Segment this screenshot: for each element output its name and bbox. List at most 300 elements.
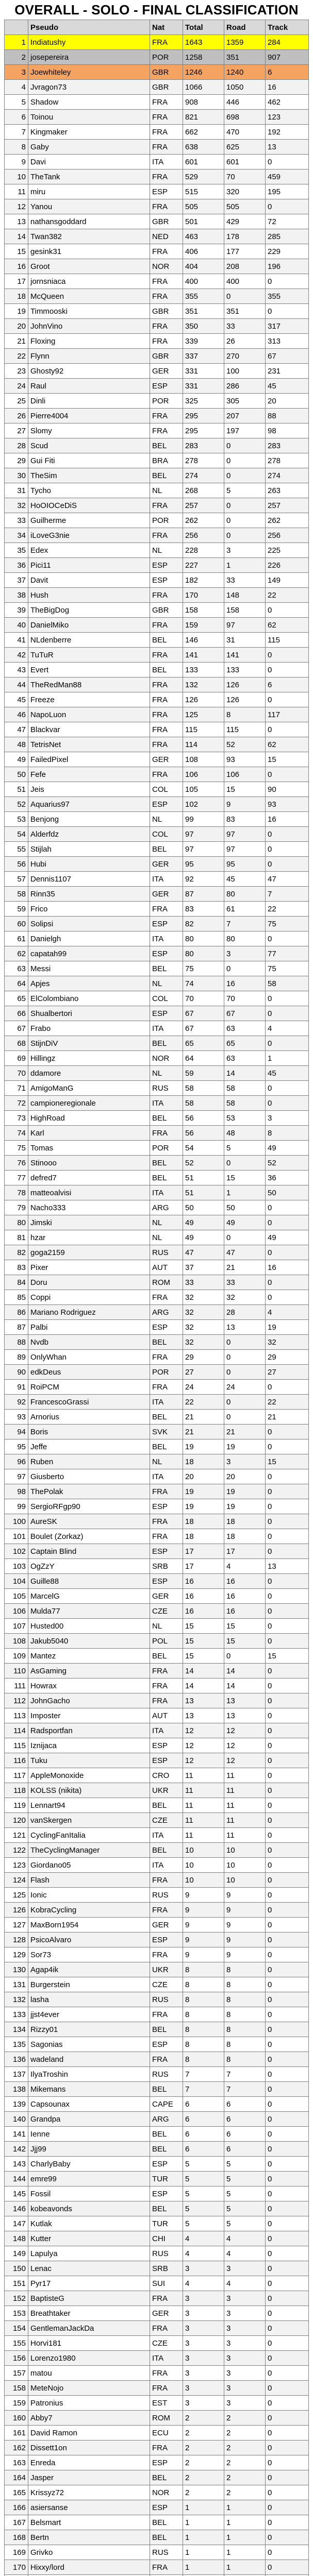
- cell-total: 108: [183, 752, 224, 767]
- cell-total: 56: [183, 1111, 224, 1126]
- cell-pseudo: StijnDiV: [28, 1036, 150, 1051]
- table-row: [5, 1798, 309, 1813]
- cell-road: 8: [224, 2052, 266, 2067]
- cell-nat: GER: [150, 1589, 183, 1604]
- cell-road: 320: [224, 184, 266, 199]
- cell-track: 192: [266, 125, 309, 140]
- table-row: [5, 2426, 309, 2441]
- cell-pseudo: NapoLuon: [28, 707, 150, 722]
- cell-road: 12: [224, 1738, 266, 1753]
- cell-track: 283: [266, 438, 309, 453]
- cell-position: 161: [5, 2426, 28, 2441]
- cell-pseudo: jornsniaca: [28, 274, 150, 289]
- cell-track: 0: [266, 722, 309, 737]
- cell-road: 33: [224, 573, 266, 588]
- cell-pseudo: Apjes: [28, 976, 150, 991]
- cell-nat: SRB: [150, 2261, 183, 2276]
- cell-position: 147: [5, 2216, 28, 2231]
- cell-position: 99: [5, 1499, 28, 1514]
- cell-nat: BEL: [150, 1171, 183, 1185]
- cell-track: 0: [266, 1499, 309, 1514]
- cell-pseudo: Nvdb: [28, 1335, 150, 1350]
- cell-total: 501: [183, 214, 224, 229]
- cell-pseudo: Palbi: [28, 1320, 150, 1335]
- table-row: [5, 1813, 309, 1828]
- table-row: [5, 2485, 309, 2500]
- cell-pseudo: MeteNojo: [28, 2381, 150, 2396]
- cell-road: 4: [224, 2246, 266, 2261]
- cell-position: 81: [5, 1230, 28, 1245]
- cell-road: 100: [224, 364, 266, 379]
- cell-nat: ESP: [150, 917, 183, 931]
- cell-nat: RUS: [150, 1245, 183, 1260]
- cell-total: 18: [183, 1514, 224, 1529]
- cell-pseudo: Blackvar: [28, 722, 150, 737]
- cell-total: 64: [183, 1051, 224, 1066]
- cell-position: 89: [5, 1350, 28, 1365]
- table-row: [5, 1156, 309, 1171]
- cell-nat: ESP: [150, 1544, 183, 1559]
- table-row: [5, 438, 309, 453]
- table-row: [5, 1126, 309, 1141]
- cell-nat: BEL: [150, 842, 183, 857]
- table-row: [5, 2112, 309, 2127]
- cell-track: 32: [266, 1335, 309, 1350]
- cell-track: 0: [266, 2216, 309, 2231]
- cell-pseudo: Patronius: [28, 2396, 150, 2411]
- cell-position: 95: [5, 1439, 28, 1454]
- cell-road: 0: [224, 1410, 266, 1425]
- cell-road: 15: [224, 1171, 266, 1185]
- cell-nat: ITA: [150, 872, 183, 887]
- cell-pseudo: TheSim: [28, 468, 150, 483]
- cell-pseudo: Fefe: [28, 767, 150, 782]
- table-row: [5, 1589, 309, 1604]
- cell-total: 3: [183, 2261, 224, 2276]
- cell-nat: NOR: [150, 2485, 183, 2500]
- cell-position: 86: [5, 1305, 28, 1320]
- table-row: [5, 827, 309, 842]
- cell-position: 101: [5, 1529, 28, 1544]
- cell-track: 0: [266, 1843, 309, 1858]
- cell-track: 45: [266, 1066, 309, 1081]
- cell-road: 0: [224, 528, 266, 543]
- cell-pseudo: Coppi: [28, 1290, 150, 1305]
- cell-pseudo: matteoalvisi: [28, 1185, 150, 1200]
- cell-total: 18: [183, 1454, 224, 1469]
- cell-road: 15: [224, 1634, 266, 1649]
- cell-road: 32: [224, 1290, 266, 1305]
- cell-nat: GER: [150, 2306, 183, 2321]
- cell-nat: POL: [150, 1634, 183, 1649]
- cell-total: 159: [183, 618, 224, 633]
- cell-total: 262: [183, 513, 224, 528]
- table-row: [5, 917, 309, 931]
- cell-road: 208: [224, 259, 266, 274]
- cell-track: 0: [266, 2426, 309, 2441]
- cell-pseudo: ddamore: [28, 1066, 150, 1081]
- cell-position: 106: [5, 1604, 28, 1619]
- cell-pseudo: Karl: [28, 1126, 150, 1141]
- table-row: [5, 110, 309, 125]
- cell-nat: BEL: [150, 468, 183, 483]
- cell-road: 470: [224, 125, 266, 140]
- cell-track: 13: [266, 1559, 309, 1574]
- cell-pseudo: Breathtaker: [28, 2306, 150, 2321]
- cell-nat: ROM: [150, 2411, 183, 2426]
- table-row: [5, 95, 309, 110]
- cell-track: 0: [266, 2127, 309, 2142]
- cell-total: 6: [183, 2127, 224, 2142]
- cell-position: 155: [5, 2336, 28, 2351]
- cell-pseudo: Freeze: [28, 692, 150, 707]
- table-row: [5, 1305, 309, 1320]
- cell-position: 44: [5, 677, 28, 692]
- cell-track: 0: [266, 1275, 309, 1290]
- table-row: [5, 2276, 309, 2291]
- cell-position: 78: [5, 1185, 28, 1200]
- cell-nat: ITA: [150, 931, 183, 946]
- table-row: [5, 1171, 309, 1185]
- cell-track: 72: [266, 214, 309, 229]
- cell-road: 67: [224, 1006, 266, 1021]
- cell-road: 2: [224, 2441, 266, 2455]
- table-row: [5, 65, 309, 80]
- cell-pseudo: Mantez: [28, 1649, 150, 1664]
- cell-nat: FRA: [150, 2441, 183, 2455]
- cell-pseudo: Davi: [28, 155, 150, 170]
- cell-pseudo: CyclingFanItalia: [28, 1828, 150, 1843]
- cell-nat: FRA: [150, 1664, 183, 1679]
- cell-track: 0: [266, 2530, 309, 2545]
- table-row: [5, 1275, 309, 1290]
- cell-nat: FRA: [150, 498, 183, 513]
- cell-pseudo: AppleMonoxide: [28, 1768, 150, 1783]
- cell-position: 49: [5, 752, 28, 767]
- cell-track: 49: [266, 1141, 309, 1156]
- cell-road: 126: [224, 692, 266, 707]
- cell-road: 0: [224, 1365, 266, 1380]
- cell-position: 30: [5, 468, 28, 483]
- cell-nat: BEL: [150, 2201, 183, 2216]
- cell-position: 87: [5, 1320, 28, 1335]
- cell-pseudo: Raul: [28, 379, 150, 394]
- cell-total: 515: [183, 184, 224, 199]
- cell-total: 170: [183, 588, 224, 603]
- cell-nat: BEL: [150, 1410, 183, 1425]
- cell-nat: FRA: [150, 767, 183, 782]
- cell-position: 94: [5, 1425, 28, 1439]
- cell-nat: FRA: [150, 140, 183, 155]
- table-row: [5, 1484, 309, 1499]
- table-row: [5, 2321, 309, 2336]
- cell-pseudo: Pierre4004: [28, 409, 150, 423]
- table-row: [5, 244, 309, 259]
- cell-position: 134: [5, 2022, 28, 2037]
- table-row: [5, 528, 309, 543]
- table-row: [5, 50, 309, 65]
- cell-road: 52: [224, 737, 266, 752]
- cell-pseudo: ThePolak: [28, 1484, 150, 1499]
- cell-track: 0: [266, 1096, 309, 1111]
- cell-nat: POR: [150, 1141, 183, 1156]
- cell-nat: CZE: [150, 1977, 183, 1992]
- cell-position: 143: [5, 2157, 28, 2172]
- cell-pseudo: FailedPixel: [28, 752, 150, 767]
- cell-position: 130: [5, 1962, 28, 1977]
- cell-nat: CRO: [150, 1768, 183, 1783]
- table-row: [5, 2351, 309, 2366]
- cell-total: 9: [183, 1933, 224, 1947]
- cell-road: 20: [224, 1469, 266, 1484]
- cell-pseudo: Nacho333: [28, 1200, 150, 1215]
- cell-position: 116: [5, 1753, 28, 1768]
- cell-pseudo: TheTank: [28, 170, 150, 184]
- cell-position: 52: [5, 797, 28, 812]
- cell-pseudo: TuTuR: [28, 648, 150, 663]
- cell-nat: BEL: [150, 1111, 183, 1126]
- cell-road: 80: [224, 887, 266, 902]
- cell-pseudo: Abby7: [28, 2411, 150, 2426]
- table-row: [5, 842, 309, 857]
- cell-total: 8: [183, 2037, 224, 2052]
- cell-road: 601: [224, 155, 266, 170]
- cell-road: 5: [224, 483, 266, 498]
- cell-nat: ARG: [150, 1305, 183, 1320]
- cell-position: 129: [5, 1947, 28, 1962]
- table-row: [5, 1245, 309, 1260]
- cell-total: 16: [183, 1589, 224, 1604]
- cell-pseudo: Tycho: [28, 483, 150, 498]
- cell-track: 0: [266, 1947, 309, 1962]
- cell-total: 4: [183, 2276, 224, 2291]
- cell-total: 11: [183, 1798, 224, 1813]
- cell-track: 355: [266, 289, 309, 304]
- cell-total: 19: [183, 1499, 224, 1514]
- cell-nat: ESP: [150, 558, 183, 573]
- cell-track: 0: [266, 1828, 309, 1843]
- cell-road: 9: [224, 1903, 266, 1918]
- cell-total: 3: [183, 2381, 224, 2396]
- cell-road: 12: [224, 1723, 266, 1738]
- cell-position: 111: [5, 1679, 28, 1693]
- cell-total: 11: [183, 1813, 224, 1828]
- cell-position: 22: [5, 349, 28, 364]
- cell-position: 113: [5, 1708, 28, 1723]
- cell-road: 207: [224, 409, 266, 423]
- table-row: [5, 1679, 309, 1693]
- cell-road: 80: [224, 931, 266, 946]
- cell-track: 19: [266, 1320, 309, 1335]
- cell-pseudo: Jimski: [28, 1215, 150, 1230]
- cell-nat: BEL: [150, 1439, 183, 1454]
- cell-nat: FRA: [150, 2381, 183, 2396]
- cell-road: 446: [224, 95, 266, 110]
- cell-road: 0: [224, 438, 266, 453]
- cell-road: 1: [224, 2560, 266, 2575]
- table-row: [5, 573, 309, 588]
- cell-position: 149: [5, 2246, 28, 2261]
- cell-pseudo: Aquarius97: [28, 797, 150, 812]
- cell-track: 3: [266, 1111, 309, 1126]
- cell-track: 274: [266, 468, 309, 483]
- table-row: [5, 1529, 309, 1544]
- cell-position: 16: [5, 259, 28, 274]
- table-row: [5, 2381, 309, 2396]
- cell-track: 6: [266, 65, 309, 80]
- table-row: [5, 961, 309, 976]
- cell-nat: FRA: [150, 110, 183, 125]
- cell-road: 9: [224, 797, 266, 812]
- table-row: [5, 1290, 309, 1305]
- table-row: [5, 289, 309, 304]
- cell-track: 0: [266, 1693, 309, 1708]
- cell-road: 400: [224, 274, 266, 289]
- cell-total: 15: [183, 1619, 224, 1634]
- cell-track: 0: [266, 1380, 309, 1395]
- table-row: [5, 229, 309, 244]
- table-row: [5, 155, 309, 170]
- cell-total: 3: [183, 2396, 224, 2411]
- cell-pseudo: Belsmart: [28, 2515, 150, 2530]
- cell-total: 1066: [183, 80, 224, 95]
- cell-pseudo: Benjong: [28, 812, 150, 827]
- cell-pseudo: Boulet (Zorkaz): [28, 1529, 150, 1544]
- cell-position: 55: [5, 842, 28, 857]
- cell-nat: ESP: [150, 1499, 183, 1514]
- cell-total: 82: [183, 917, 224, 931]
- cell-total: 65: [183, 1036, 224, 1051]
- cell-road: 0: [224, 961, 266, 976]
- cell-track: 0: [266, 2515, 309, 2530]
- cell-nat: FRA: [150, 2321, 183, 2336]
- cell-track: 196: [266, 259, 309, 274]
- cell-total: 19: [183, 1439, 224, 1454]
- cell-position: 126: [5, 1903, 28, 1918]
- cell-pseudo: Ghosty92: [28, 364, 150, 379]
- cell-road: 3: [224, 2261, 266, 2276]
- cell-position: 91: [5, 1380, 28, 1395]
- cell-track: 226: [266, 558, 309, 573]
- table-row: [5, 1738, 309, 1753]
- cell-nat: UKR: [150, 1783, 183, 1798]
- table-row: [5, 1783, 309, 1798]
- cell-total: 6: [183, 2097, 224, 2112]
- cell-pseudo: miru: [28, 184, 150, 199]
- cell-nat: ITA: [150, 1469, 183, 1484]
- cell-road: 8: [224, 707, 266, 722]
- table-row: [5, 692, 309, 707]
- cell-nat: ESP: [150, 2187, 183, 2201]
- cell-track: 0: [266, 1888, 309, 1903]
- cell-total: 6: [183, 2112, 224, 2127]
- cell-road: 16: [224, 976, 266, 991]
- cell-pseudo: Iznijaca: [28, 1738, 150, 1753]
- cell-road: 9: [224, 1933, 266, 1947]
- cell-nat: FRA: [150, 677, 183, 692]
- cell-pseudo: Hubi: [28, 857, 150, 872]
- cell-road: 133: [224, 663, 266, 677]
- cell-nat: BEL: [150, 2127, 183, 2142]
- cell-track: 0: [266, 1918, 309, 1933]
- cell-nat: ITA: [150, 1096, 183, 1111]
- header-track: Track: [266, 20, 309, 35]
- cell-pseudo: Grandpa: [28, 2112, 150, 2127]
- cell-road: 5: [224, 2216, 266, 2231]
- cell-total: 133: [183, 663, 224, 677]
- cell-pseudo: Kingmaker: [28, 125, 150, 140]
- table-row: [5, 125, 309, 140]
- cell-pseudo: Floxing: [28, 334, 150, 349]
- cell-position: 36: [5, 558, 28, 573]
- table-row: [5, 1977, 309, 1992]
- cell-road: 0: [224, 453, 266, 468]
- cell-total: 2: [183, 2411, 224, 2426]
- cell-total: 114: [183, 737, 224, 752]
- cell-total: 268: [183, 483, 224, 498]
- cell-total: 13: [183, 1693, 224, 1708]
- table-row: [5, 214, 309, 229]
- cell-total: 15: [183, 1649, 224, 1664]
- table-row: [5, 1634, 309, 1649]
- cell-nat: ITA: [150, 1021, 183, 1036]
- cell-road: 8: [224, 2007, 266, 2022]
- cell-total: 1246: [183, 65, 224, 80]
- cell-road: 70: [224, 991, 266, 1006]
- cell-total: 8: [183, 2022, 224, 2037]
- cell-total: 2: [183, 2470, 224, 2485]
- table-row: [5, 1395, 309, 1410]
- cell-road: 6: [224, 2142, 266, 2157]
- cell-position: 79: [5, 1200, 28, 1215]
- cell-nat: FRA: [150, 528, 183, 543]
- cell-position: 37: [5, 573, 28, 588]
- cell-total: 67: [183, 1006, 224, 1021]
- cell-nat: ROM: [150, 1275, 183, 1290]
- cell-track: 0: [266, 1858, 309, 1873]
- cell-total: 3: [183, 2306, 224, 2321]
- cell-position: 88: [5, 1335, 28, 1350]
- cell-pseudo: Slomy: [28, 423, 150, 438]
- table-row: [5, 677, 309, 692]
- cell-position: 165: [5, 2485, 28, 2500]
- cell-total: 5: [183, 2187, 224, 2201]
- cell-nat: FRA: [150, 722, 183, 737]
- cell-track: 58: [266, 976, 309, 991]
- table-row: [5, 1365, 309, 1380]
- cell-road: 2: [224, 2411, 266, 2426]
- page-title: OVERALL - SOLO - FINAL CLASSIFICATION: [14, 2, 299, 18]
- cell-position: 27: [5, 423, 28, 438]
- cell-nat: POR: [150, 50, 183, 65]
- table-row: [5, 170, 309, 184]
- cell-total: 14: [183, 1679, 224, 1693]
- cell-total: 97: [183, 827, 224, 842]
- cell-road: 0: [224, 289, 266, 304]
- cell-pseudo: Jvragon73: [28, 80, 150, 95]
- cell-pseudo: Toinou: [28, 110, 150, 125]
- cell-total: 1: [183, 2500, 224, 2515]
- table-row: [5, 1574, 309, 1589]
- table-row: [5, 2336, 309, 2351]
- cell-total: 355: [183, 289, 224, 304]
- cell-nat: ITA: [150, 1828, 183, 1843]
- cell-road: 115: [224, 722, 266, 737]
- cell-track: 0: [266, 1514, 309, 1529]
- cell-road: 33: [224, 319, 266, 334]
- cell-track: 62: [266, 737, 309, 752]
- cell-road: 63: [224, 1021, 266, 1036]
